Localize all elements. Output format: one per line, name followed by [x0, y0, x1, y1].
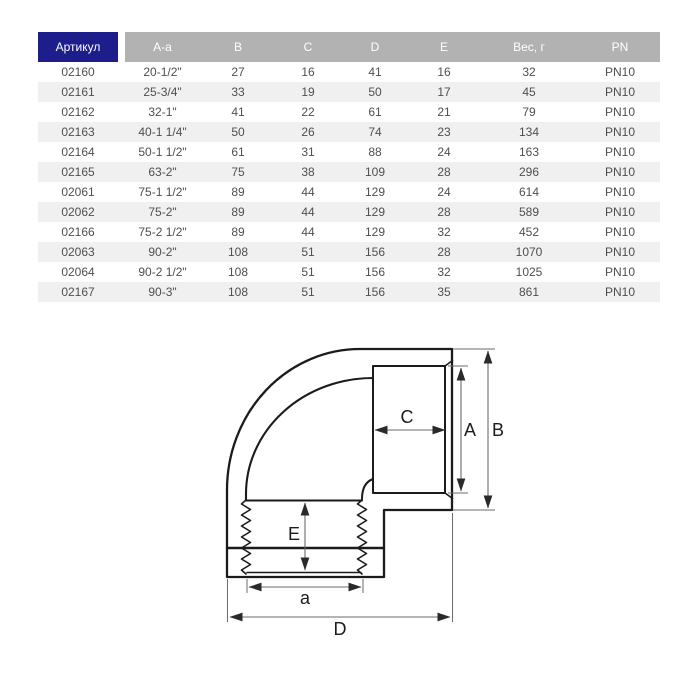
table-cell-gap: [118, 262, 125, 282]
table-cell: PN10: [604, 265, 636, 279]
dim-ext-d: [228, 513, 453, 622]
table-cell: 88: [368, 145, 382, 159]
table-cell: 35: [437, 285, 451, 299]
table-cell-gap: [118, 282, 125, 302]
table-cell: PN10: [604, 145, 636, 159]
table-cell: 51: [301, 285, 315, 299]
table-cell: 614: [518, 185, 540, 199]
table-cell: 1070: [515, 245, 543, 259]
header-cell-pn: PN: [580, 32, 660, 62]
table-cell: PN10: [604, 125, 636, 139]
table-row: [38, 182, 660, 202]
table-cell: 452: [518, 225, 540, 239]
table-cell: 63-2": [148, 165, 177, 179]
table-cell: 17: [437, 85, 451, 99]
header-gap: [118, 32, 125, 62]
table-cell: 108: [227, 245, 249, 259]
header-cell-aa: A-a: [125, 32, 200, 62]
header-cell-c: C: [276, 32, 340, 62]
table-cell: 296: [518, 165, 540, 179]
dim-label-c: C: [400, 407, 414, 427]
table-row: [38, 162, 660, 182]
table-cell: 41: [231, 105, 245, 119]
table-row: [38, 222, 660, 242]
table-cell: 129: [364, 185, 386, 199]
table-cell: 129: [364, 225, 386, 239]
table-cell: PN10: [604, 85, 636, 99]
table-cell: 02063: [61, 245, 95, 259]
table-cell: 50: [231, 125, 245, 139]
table-cell: 26: [301, 125, 315, 139]
table-cell: 108: [227, 285, 249, 299]
table-cell: 33: [231, 85, 245, 99]
header-cell-b: B: [200, 32, 276, 62]
table-cell-gap: [118, 122, 125, 142]
table-cell: 89: [231, 225, 245, 239]
elbow-diagram: [180, 330, 520, 650]
table-cell: 02163: [61, 125, 95, 139]
fitting-outline: [227, 349, 452, 577]
dim-label-e: E: [287, 524, 301, 544]
table-cell: 50-1 1/2": [138, 145, 187, 159]
table-header: [38, 32, 660, 62]
table-cell: 861: [518, 285, 540, 299]
header-row: [38, 32, 660, 62]
table-cell-gap: [118, 182, 125, 202]
table-cell: 02165: [61, 165, 95, 179]
table-cell: 89: [231, 185, 245, 199]
table-cell: 74: [368, 125, 382, 139]
table-row: [38, 202, 660, 222]
table-cell: 28: [437, 245, 451, 259]
table-cell: 129: [364, 205, 386, 219]
table-cell: 51: [301, 265, 315, 279]
header-cell-e: E: [410, 32, 478, 62]
table-cell-gap: [118, 82, 125, 102]
table-cell: 02064: [61, 265, 95, 279]
table-cell: 1025: [515, 265, 543, 279]
table-cell: 24: [437, 185, 451, 199]
table-cell: 02167: [61, 285, 95, 299]
table-cell-gap: [118, 202, 125, 222]
table-cell: 90-3": [148, 285, 177, 299]
table-cell: 25-3/4": [143, 85, 182, 99]
table-cell: 16: [301, 65, 315, 79]
table-cell: 40-1 1/4": [138, 125, 187, 139]
table-cell-gap: [118, 142, 125, 162]
table-cell: 75-1 1/2": [138, 185, 187, 199]
table-cell: 23: [437, 125, 451, 139]
table-cell: 44: [301, 225, 315, 239]
table-cell: 61: [368, 105, 382, 119]
table-cell: 61: [231, 145, 245, 159]
table-cell: PN10: [604, 105, 636, 119]
table-cell: PN10: [604, 205, 636, 219]
table-cell: 27: [231, 65, 245, 79]
table-cell: 22: [301, 105, 315, 119]
inner-bend-arc: [246, 378, 373, 500]
table-cell: 75-2": [148, 205, 177, 219]
table-cell: 75-2 1/2": [138, 225, 187, 239]
header-cell-ves: Вес, г: [478, 32, 580, 62]
table-cell: 24: [437, 145, 451, 159]
table-cell: 32-1": [148, 105, 177, 119]
table-cell: 156: [364, 245, 386, 259]
table-cell: 79: [522, 105, 536, 119]
table-cell: 108: [227, 265, 249, 279]
header-cell-d: D: [340, 32, 410, 62]
dim-label-d: D: [333, 619, 347, 639]
table-cell-gap: [118, 242, 125, 262]
table-cell: 44: [301, 205, 315, 219]
table-cell: 156: [364, 285, 386, 299]
table-row: [38, 82, 660, 102]
table-row: [38, 282, 660, 302]
table-row: [38, 242, 660, 262]
table-cell: 75: [231, 165, 245, 179]
table-cell: 134: [518, 125, 540, 139]
table-cell: 32: [437, 225, 451, 239]
table-cell: 02160: [61, 65, 95, 79]
table-cell: 90-2 1/2": [138, 265, 187, 279]
table-cell: 16: [437, 65, 451, 79]
table-cell: 02062: [61, 205, 95, 219]
table-cell: 02162: [61, 105, 95, 119]
table-cell: 19: [301, 85, 315, 99]
table-cell: PN10: [604, 65, 636, 79]
table-cell: 02164: [61, 145, 95, 159]
socket-thread-junction: [362, 479, 373, 499]
table-cell: 90-2": [148, 245, 177, 259]
table-row: [38, 122, 660, 142]
spec-table: [38, 32, 660, 302]
table-cell: 50: [368, 85, 382, 99]
table-row: [38, 262, 660, 282]
table-cell: PN10: [604, 225, 636, 239]
table-cell: 20-1/2": [143, 65, 182, 79]
table-cell: 89: [231, 205, 245, 219]
table-cell: PN10: [604, 245, 636, 259]
header-cell-artikul: Артикул: [38, 32, 118, 62]
table-cell: PN10: [604, 285, 636, 299]
thread-zigzag-right: [358, 500, 367, 574]
table-cell: 109: [364, 165, 386, 179]
table-cell: 156: [364, 265, 386, 279]
table-cell: 38: [301, 165, 315, 179]
table-row: [38, 142, 660, 162]
dim-label-b: B: [491, 420, 505, 440]
dim-label-a-height: A: [463, 420, 477, 440]
table-cell: 51: [301, 245, 315, 259]
table-cell-gap: [118, 162, 125, 182]
table-cell: 28: [437, 205, 451, 219]
table-cell: PN10: [604, 185, 636, 199]
table-cell: 45: [522, 85, 536, 99]
table-cell: PN10: [604, 165, 636, 179]
table-cell: 02061: [61, 185, 95, 199]
table-cell: 163: [518, 145, 540, 159]
table-cell: 44: [301, 185, 315, 199]
table-cell: 02166: [61, 225, 95, 239]
table-cell: 28: [437, 165, 451, 179]
table-cell: 31: [301, 145, 315, 159]
thread-zigzag-left: [242, 500, 251, 574]
table-cell-gap: [118, 62, 125, 82]
table-cell: 02161: [61, 85, 95, 99]
dim-label-a-small: a: [299, 588, 311, 608]
table-row: [38, 62, 660, 82]
table-cell: 32: [437, 265, 451, 279]
table-cell: 589: [518, 205, 540, 219]
table-body: [38, 62, 660, 302]
table-cell: 32: [522, 65, 536, 79]
table-cell-gap: [118, 102, 125, 122]
table-row: [38, 102, 660, 122]
table-cell: 41: [368, 65, 382, 79]
table-cell-gap: [118, 222, 125, 242]
table-cell: 21: [437, 105, 451, 119]
